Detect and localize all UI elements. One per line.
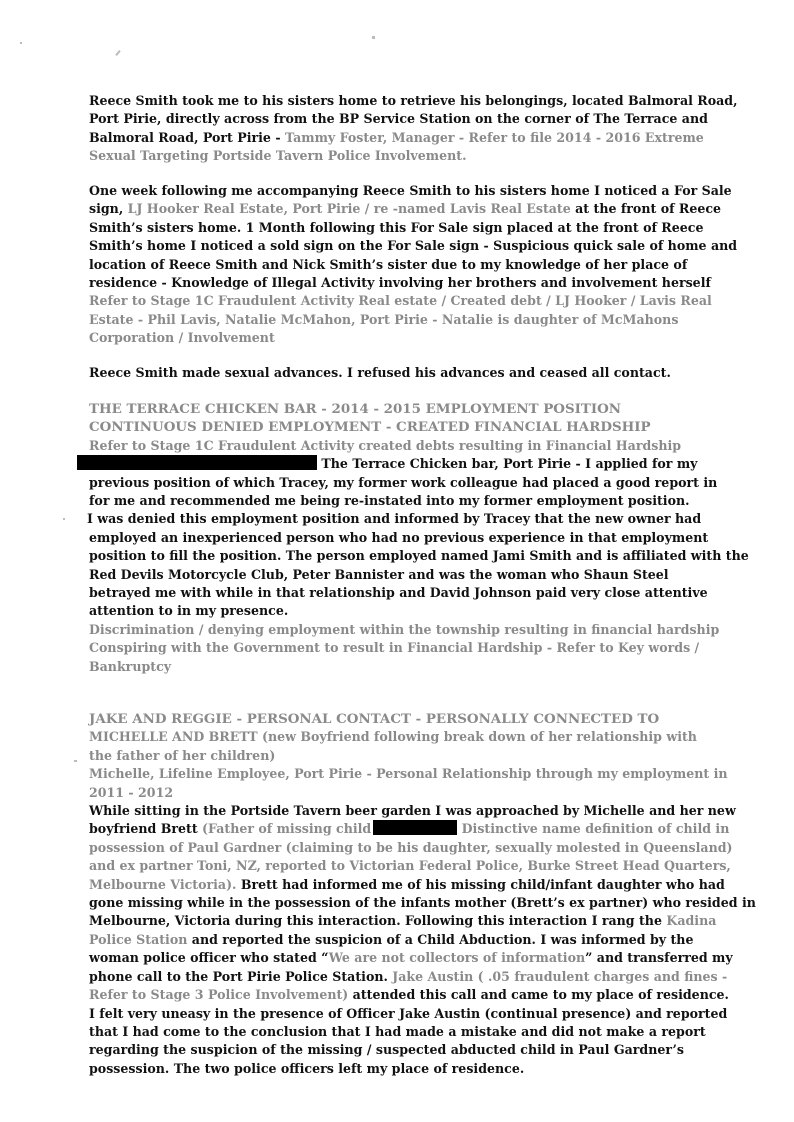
text-span: attended this call and came to my place of residence. — [348, 987, 729, 1003]
text-line — [89, 949, 733, 967]
section-heading: the father of her children) — [89, 747, 276, 763]
reference-note: Tammy Foster, Manager - Refer to file 2014 - 2016 Extreme — [284, 129, 704, 145]
reference-note: Corporation / Involvement — [89, 330, 275, 346]
text-line — [89, 820, 729, 838]
text-line: Port Pirie, directly across from the BP Service Station on the corner of The Terrace and — [89, 111, 708, 127]
text-line — [89, 876, 729, 894]
scan-speck — [115, 50, 120, 56]
text-line: Reece Smith took me to his sisters home to retrieve his belongings, located Balmoral Road, — [89, 93, 738, 108]
text-line: employed an inexperienced person who had no previous experience in that employment — [89, 529, 709, 545]
text-line: I felt very uneasy in the presence of Officer Jake Austin (continual presence) and reported — [89, 1005, 728, 1021]
scan-speck — [20, 42, 22, 44]
text-line — [89, 986, 729, 1004]
text-line: previous position of which Tracey, my former work colleague had placed a good report in — [89, 474, 718, 490]
text-line: While sitting in the Portside Tavern beer garden I was approached by Michelle and her new — [89, 803, 736, 819]
reference-note: We are not collectors of information — [328, 950, 586, 966]
reference-note: and ex partner Toni, NZ, reported to Victorian Federal Police, Burke Street Head Quarters, — [89, 858, 731, 874]
text-span: phone call to the Port Pirie Police Station. — [89, 968, 393, 984]
text-span: at the front of Reece — [570, 201, 722, 217]
paragraph-sexual-advances — [89, 364, 729, 382]
section-heading: MICHELLE AND BRETT (new Boyfriend following break down of her relationship with — [89, 729, 697, 745]
reference-note: Melbourne Victoria). — [89, 876, 237, 892]
text-span: sign, — [89, 201, 128, 217]
paragraph-reece-sisters-home — [89, 92, 738, 166]
reference-note: Bankruptcy — [89, 658, 172, 674]
text-line — [89, 200, 729, 218]
reference-note: Jake Austin ( .05 fraudulent charges and fines - — [392, 968, 728, 984]
reference-note: Sexual Targeting Portside Tavern Police Involvement. — [89, 148, 467, 164]
text-line: possession. The two police officers left my place of residence. — [89, 1060, 525, 1076]
reference-note: Refer to Stage 1C Fraudulent Activity created debts resulting in Financial Hardship — [89, 437, 682, 453]
text-line: One week following me accompanying Reece Smith to his sisters home I noticed a For Sale — [89, 183, 732, 198]
text-span: The Terrace Chicken bar, Port Pirie - I applied for my — [321, 456, 698, 472]
text-line: Red Devils Motorcycle Club, Peter Bannister and was the woman who Shaun Steel — [89, 566, 669, 582]
text-line — [89, 912, 729, 930]
reference-note: LJ Hooker Real Estate, Port Pirie / re -named Lavis Real Estate — [127, 201, 571, 217]
text-line — [89, 129, 729, 147]
text-line — [89, 968, 729, 986]
text-span: Melbourne, Victoria during this interaction. Following this interaction I rang the — [89, 913, 667, 929]
reference-note: possession of Paul Gardner (claiming to be his daughter, sexually molested in Queensland) — [89, 839, 733, 855]
reference-note: Refer to Stage 1C Fraudulent Activity Real estate / Created debt / LJ Hooker / Lavis Real — [89, 293, 712, 309]
text-line: attention to in my presence. — [89, 603, 289, 619]
text-line: Smith’s home I noticed a sold sign on the For Sale sign - Suspicious quick sale of home and — [89, 238, 738, 254]
text-span: Brett had informed me of his missing child/infant daughter who had — [236, 876, 725, 892]
section-heading: CONTINUOUS DENIED EMPLOYMENT - CREATED FINANCIAL HARDSHIP — [89, 419, 651, 436]
text-line: Smith’s sisters home. 1 Month following this For Sale sign placed at the front of Reece — [89, 219, 704, 235]
reference-note: Police Station — [89, 931, 188, 947]
text-line: residence - Knowledge of Illegal Activity involving her brothers and involvement herself — [89, 275, 711, 291]
text-line: regarding the suspicion of the missing / suspected abducted child in Paul Gardner’s — [89, 1042, 684, 1058]
redaction-bar — [373, 820, 457, 835]
text-span: and reported the suspicion of a Child Abduction. I was informed by the — [187, 931, 694, 947]
text-span: Balmoral Road, Port Pirie - — [89, 129, 285, 145]
text-line: for me and recommended me being re-instated into my former employment position. — [89, 493, 690, 509]
reference-note: Conspiring with the Government to result in Financial Hardship - Refer to Key words / — [89, 640, 700, 656]
reference-note: (Father of missing child — [202, 821, 372, 837]
reference-note: 2011 - 2012 — [89, 784, 174, 800]
reference-note: Kadina — [666, 913, 717, 929]
reference-note: Discrimination / denying employment within the township resulting in financial hardship — [89, 621, 720, 637]
scan-speck — [372, 36, 375, 39]
reference-note: Refer to Stage 3 Police Involvement) — [89, 987, 349, 1003]
section-jake-and-reggie — [89, 710, 756, 1078]
scan-speck — [74, 760, 77, 762]
paragraph-for-sale-sign — [89, 182, 738, 348]
text-line: location of Reece Smith and Nick Smith’s sister due to my knowledge of her place of — [89, 256, 688, 272]
text-line: Reece Smith made sexual advances. I refused his advances and ceased all contact. — [89, 365, 671, 380]
section-heading: JAKE AND REGGIE - PERSONAL CONTACT - PERSONALLY CONNECTED TO — [89, 711, 660, 727]
reference-note: Distinctive name definition of child in — [457, 821, 730, 837]
section-terrace-chicken-bar — [87, 400, 749, 676]
text-span: ” and transferred my — [585, 950, 733, 966]
scan-speck — [63, 518, 65, 520]
text-line — [89, 931, 729, 949]
redaction-bar — [77, 455, 317, 470]
text-line: that I had come to the conclusion that I had made a mistake and did not make a report — [89, 1023, 706, 1039]
section-heading: THE TERRACE CHICKEN BAR - 2014 - 2015 EMPLOYMENT POSITION — [89, 401, 622, 417]
text-line: betrayed me with while in that relationship and David Johnson paid very close attentive — [89, 585, 708, 601]
reference-note: Estate - Phil Lavis, Natalie McMahon, Port Pirie - Natalie is daughter of McMahons — [89, 311, 679, 327]
text-line: I was denied this employment position and informed by Tracey that the new owner had — [87, 511, 702, 527]
text-span: woman police officer who stated “ — [89, 950, 329, 966]
text-span: boyfriend Brett — [89, 821, 203, 837]
text-line: gone missing while in the possession of the infants mother (Brett’s ex partner) who resided in — [89, 895, 756, 911]
text-line: position to fill the position. The person employed named Jami Smith and is affiliated with the — [89, 548, 749, 564]
text-line — [77, 455, 729, 473]
reference-note: Michelle, Lifeline Employee, Port Pirie - Personal Relationship through my employment in — [89, 766, 728, 782]
